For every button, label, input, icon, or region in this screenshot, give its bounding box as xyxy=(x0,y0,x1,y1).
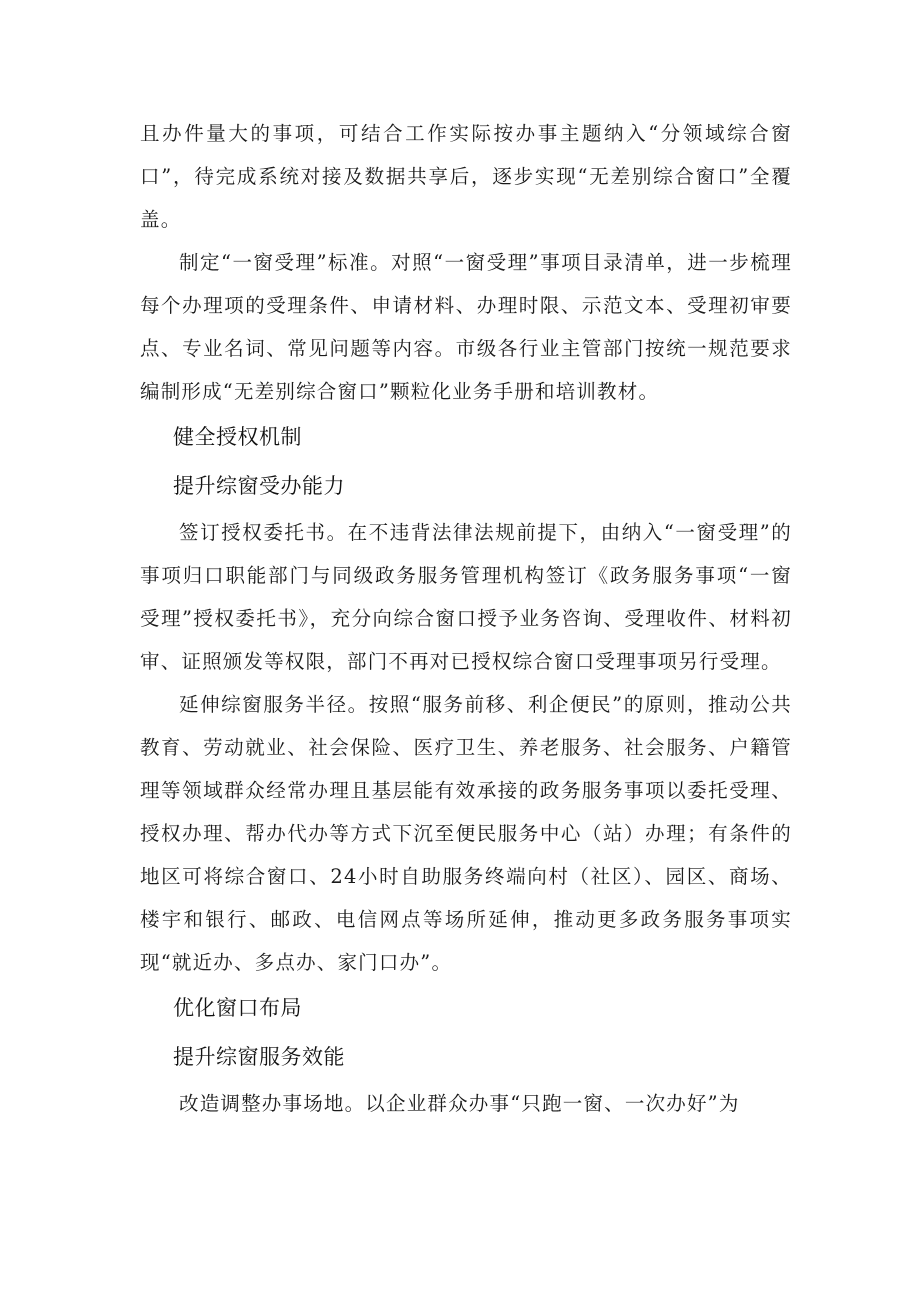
paragraph-extension: 延伸综窗服务半径。按照“服务前移、利企便民”的原则，推动公共教育、劳动就业、社会保险、医疗卫生、养老服务、社会服务、户籍管理等领域群众经常办理且基层能有效承接的政务服务事项以委托受理、授权办理、帮办代办等方式下沉至便民服务中心（站）办理；有条件的地区可将综合窗口、24小时自助服务终端向村（社区）、园区、商场、楼宇和银行、邮政、电信网点等场所延伸，推动更多政务服务事项实现“就近办、多点办、家门口办”。 xyxy=(140,693,792,974)
paragraph-authorization: 签订授权委托书。在不违背法律法规前提下，由纳入“一窗受理”的事项归口职能部门与同级政务服务管理机构签订《政务服务事项“一窗受理”授权委托书》，充分向综合窗口授予业务咨询、受理收件、材料初审、证照颁发等权限，部门不再对已授权综合窗口受理事项另行受理。 xyxy=(140,521,792,673)
section-heading: 健全授权机制 xyxy=(173,425,302,449)
section-subheading: 提升综窗服务效能 xyxy=(173,1045,345,1069)
section-heading: 优化窗口布局 xyxy=(173,996,302,1020)
paragraph-venue: 改造调整办事场地。以企业群众办事“只跑一窗、一次办好”为 xyxy=(179,1092,740,1115)
paragraph-standard: 制定“一窗受理”标准。对照“一窗受理”事项目录清单，进一步梳理每个办理项的受理条件、申请材料、办理时限、示范文本、受理初审要点、专业名词、常见问题等内容。市级各行业主管部门按统一规范要求编制形成“无差别综合窗口”颗粒化业务手册和培训教材。 xyxy=(140,251,792,403)
section-subheading: 提升综窗受办能力 xyxy=(173,474,345,498)
document-body xyxy=(140,112,792,1125)
paragraph-continuation: 且办件量大的事项，可结合工作实际按办事主题纳入“分领域综合窗口”，待完成系统对接及数据共享后，逐步实现“无差别综合窗口”全覆盖。 xyxy=(140,122,792,231)
